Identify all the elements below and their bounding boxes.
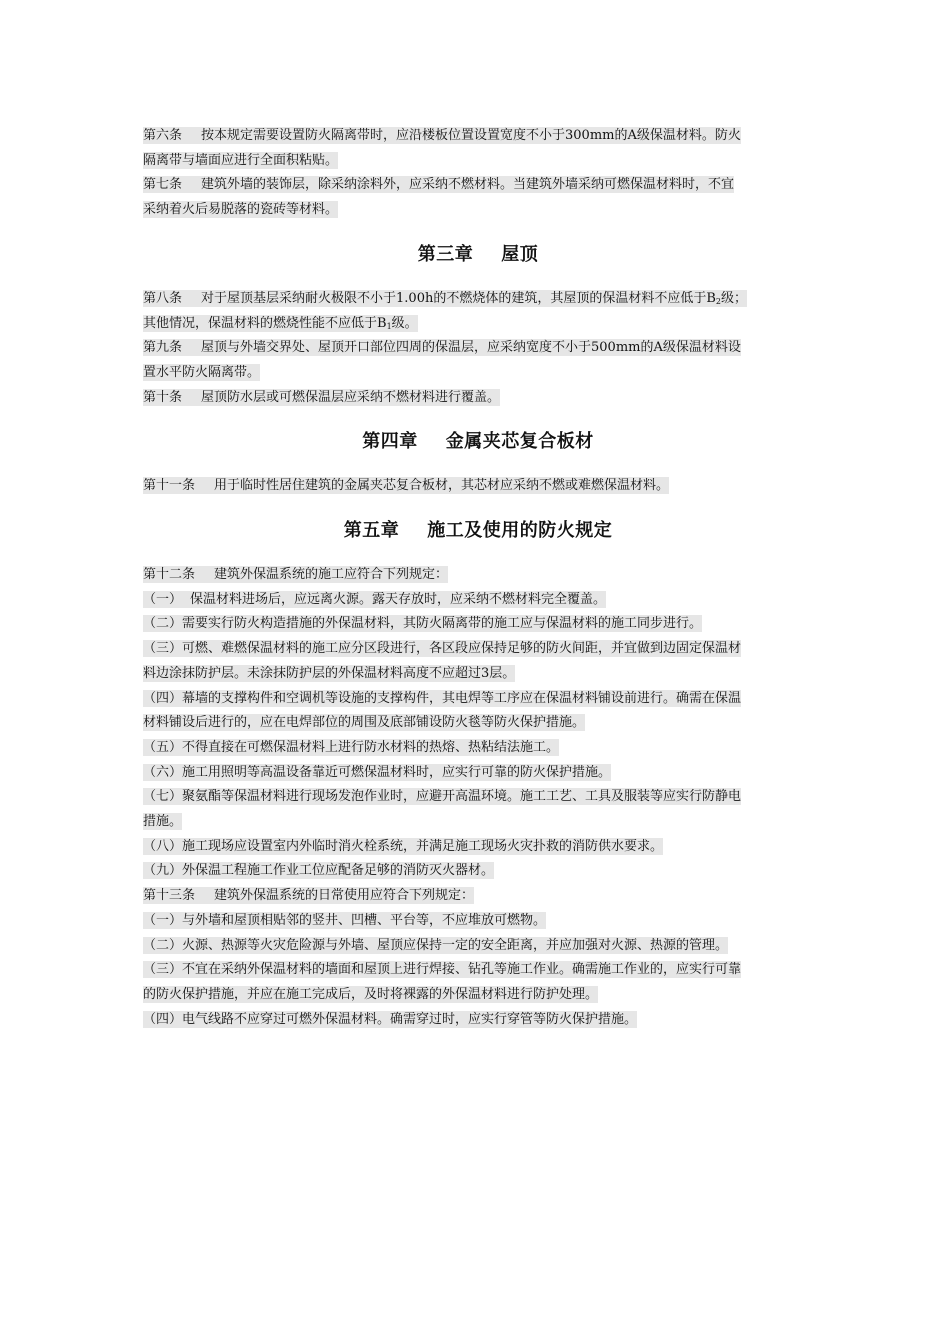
article-13-item-4: （四）电气线路不应穿过可燃外保温材料。确需穿过时，应实行穿管等防火保护措施。 (143, 1011, 638, 1027)
article-12-item-6: （六）施工用照明等高温设备靠近可燃保温材料时，应实行可靠的防火保护措施。 (143, 764, 612, 780)
article-12-item-9: （九）外保温工程施工作业工位应配备足够的消防灭火器材。 (143, 863, 495, 879)
article-11-label: 第十一条 (143, 478, 196, 494)
article-12-item-1: （一） 保温材料进场后，应远离火源。露天存放时，应采纳不燃材料完全覆盖。 (143, 591, 607, 607)
article-13-label: 第十三条 (143, 888, 196, 904)
article-6-line-1: 第六条 按本规定需要设置防火隔离带时，应沿楼板位置设置宽度不小于300mm的A级保温材料。防火 (143, 128, 741, 143)
article-8-line-1: 第八条 对于屋顶基层采纳耐火极限不小于1.00h的不燃烧体的建筑，其屋顶的保温材料不应低于$B_2$级； (143, 290, 747, 306)
article-12-item-8: （八）施工现场应设置室内外临时消火栓系统，并满足施工现场火灾扑救的消防供水要求。 (143, 838, 664, 854)
article-12-item-7-line-1: （七）聚氨酯等保温材料进行现场发泡作业时，应避开高温环境。施工工艺、工具及服装等应实行防静电 (143, 789, 742, 805)
article-11-line-1: 第十一条 用于临时性居住建筑的金属夹芯复合板材，其芯材应采纳不燃或难燃保温材料。 (143, 478, 670, 494)
chapter-3-heading: 第三章 屋顶 (417, 243, 539, 265)
article-7-line-1: 第七条 建筑外墙的装饰层，除采纳涂料外，应采纳不燃材料。当建筑外墙采纳可燃保温材料时，不宜 (143, 177, 735, 193)
document-page (143, 124, 813, 1032)
article-13-item-3-line-1: （三）不宜在采纳外保温材料的墙面和屋顶上进行焊接、钻孔等施工作业。确需施工作业的，应实行可靠 (143, 962, 742, 978)
article-10-line-1: 第十条 屋顶防水层或可燃保温层应采纳不燃材料进行覆盖。 (143, 389, 501, 405)
article-12-item-4-line-1: （四）幕墙的支撑构件和空调机等设施的支撑构件，其电焊等工序应在保温材料铺设前进行。确需在保温 (143, 690, 742, 706)
article-12-item-7-line-2: 措施。 (143, 814, 183, 830)
article-8-label: 第八条 (143, 290, 183, 306)
article-12-label: 第十二条 (143, 567, 196, 583)
article-9-label: 第九条 (143, 340, 183, 356)
article-12-item-5: （五）不得直接在可燃保温材料上进行防水材料的热熔、热粘结法施工。 (143, 739, 560, 755)
article-13-item-2: （二）火源、热源等火灾危险源与外墙、屋顶应保持一定的安全距离，并应加强对火源、热源的管理。 (143, 937, 729, 953)
article-12-line-1: 第十二条 建筑外保温系统的施工应符合下列规定： (143, 567, 449, 583)
article-13-item-3-line-2: 的防火保护措施，并应在施工完成后，及时将裸露的外保温材料进行防护处理。 (143, 986, 599, 1002)
article-12-item-3-line-2: 料边涂抹防护层。未涂抹防护层的外保温材料高度不应超过3层。 (143, 665, 516, 681)
article-8-line-2: 其他情况，保温材料的燃烧性能不应低于$B_1$级。 (143, 315, 418, 331)
article-12-item-2: （二）需要实行防火构造措施的外保温材料，其防火隔离带的施工应与保温材料的施工同步进行。 (143, 616, 703, 632)
article-9-line-2: 置水平防火隔离带。 (143, 364, 261, 380)
article-13-item-1: （一）与外墙和屋顶相贴邻的竖井、凹槽、平台等，不应堆放可燃物。 (143, 912, 547, 928)
article-13-line-1: 第十三条 建筑外保温系统的日常使用应符合下列规定： (143, 888, 475, 904)
article-7-label: 第七条 (143, 177, 183, 193)
article-6-line-2: 隔离带与墙面应进行全面积粘贴。 (143, 152, 339, 168)
article-7-line-2: 采纳着火后易脱落的瓷砖等材料。 (143, 202, 339, 218)
chapter-4-heading: 第四章 金属夹芯复合板材 (362, 431, 594, 453)
article-12-item-4-line-2: 材料铺设后进行的，应在电焊部位的周围及底部铺设防火毯等防火保护措施。 (143, 715, 586, 731)
article-9-line-1: 第九条 屋顶与外墙交界处、屋顶开口部位四周的保温层，应采纳宽度不小于500mm的A级保温材料设 (143, 340, 741, 356)
article-12-item-3-line-1: （三）可燃、难燃保温材料的施工应分区段进行，各区段应保持足够的防火间距，并宜做到边固定保温材 (143, 641, 742, 657)
article-10-label: 第十条 (143, 389, 183, 405)
chapter-5-heading: 第五章 施工及使用的防火规定 (343, 520, 613, 542)
article-6-label: 第六条 (143, 128, 183, 143)
